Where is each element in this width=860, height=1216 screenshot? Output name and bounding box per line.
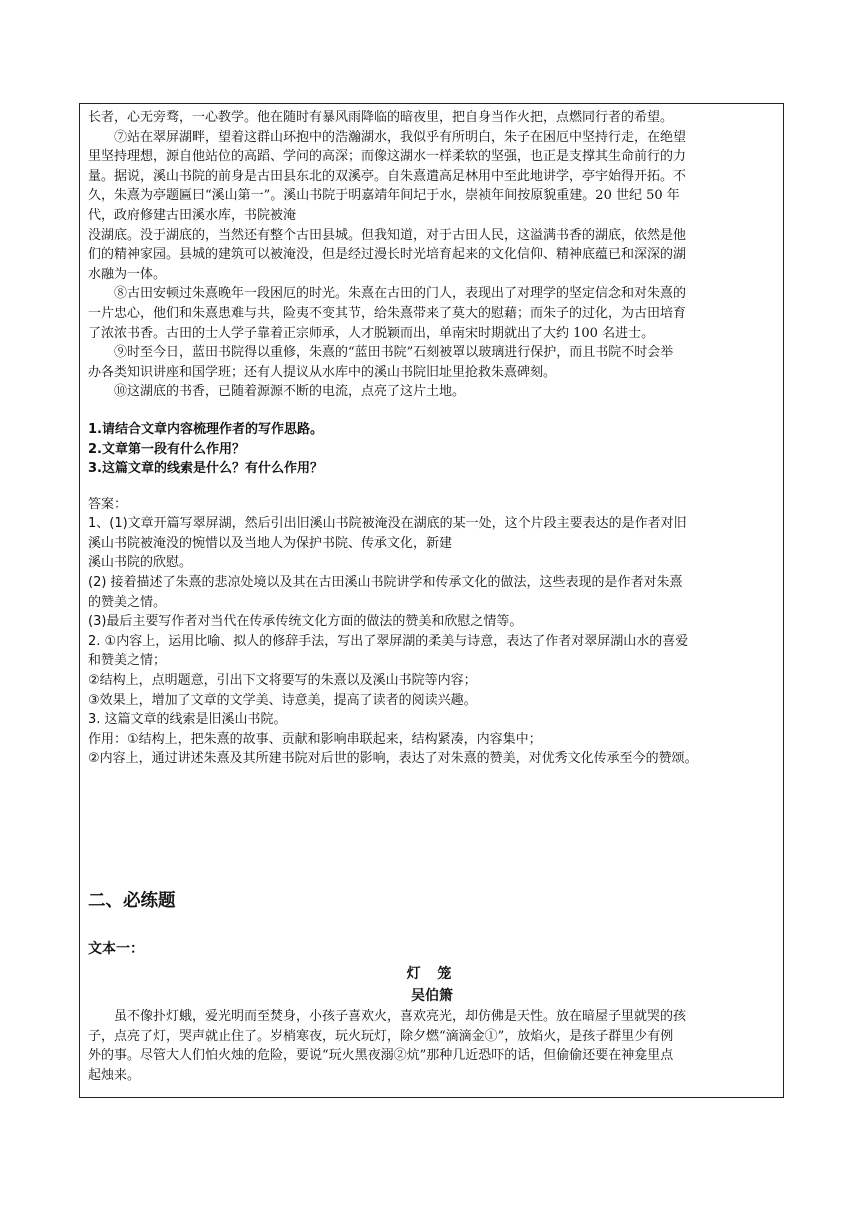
article-line: ⑩这湖底的书香，已随着源源不断的电流，点亮了这片土地。 xyxy=(114,384,466,400)
essay-line: 虽不像扑灯蛾，爱光明而至焚身，小孩子喜欢火，喜欢亮光，却仿佛是天性。放在暗屋子里就哭的孩 xyxy=(114,1009,687,1024)
article-line: 长者，心无旁骛，一心教学。他在随时有暴风雨降临的暗夜里，把自身当作火把，点燃同行者的希望。 xyxy=(88,110,674,125)
article-line: 久，朱熹为亭题匾曰“溪山第一”。溪山书院于明嘉靖年间圮于水，崇祯年间按原貌重建。20 世纪 50 年 xyxy=(88,188,680,204)
article-line: 里坚持理想，源自他站位的高蹈、学问的高深；而像这湖水一样柔软的坚强，也正是支撑其生命前行的力 xyxy=(88,149,687,165)
article-line: 了浓浓书香。古田的士人学子靠着正宗师承，人才脱颖而出，单南宋时期就出了大约 100 名进士。 xyxy=(88,325,655,341)
answer-line: ③效果上，增加了文章的文学美、诗意美，提高了读者的阅读兴趣。 xyxy=(88,692,477,708)
text-label: 文本一： xyxy=(88,941,144,957)
answer-line: 溪山书院被淹没的惋惜以及当地人为保护书院、传承文化，新建 xyxy=(88,535,453,551)
answer-line: (2) 接着描述了朱熹的悲凉处境以及其在古田溪山书院讲学和传承文化的做法，这些表现的是作者对朱熹 xyxy=(88,575,683,591)
answer-line: 的赞美之情。 xyxy=(88,594,167,610)
essay-line: 起烛来。 xyxy=(88,1067,141,1083)
article-line: 水融为一体。 xyxy=(88,266,167,282)
essay-line: 外的事。尽管大人们怕火烛的危险，要说“玩火黑夜溺②炕”那种几近恐吓的话，但偷偷还要在神龛里点 xyxy=(88,1048,674,1064)
section-title: 二、必练题 xyxy=(88,891,176,911)
answer-line: (3)最后主要写作者对当代在传承传统文化方面的做法的赞美和欣慰之情等。 xyxy=(88,614,523,630)
article-line: ⑧古田安顿过朱熹晚年一段困厄的时光。朱熹在古田的门人，表现出了对理学的坚定信念和对朱熹的 xyxy=(114,286,687,302)
essay-body xyxy=(88,1007,776,1085)
answer-block xyxy=(88,495,776,769)
article-line: 量。据说，溪山书院的前身是古田县东北的双溪亭。自朱熹遣高足林用中至此地讲学，亭宇始得开拓。不 xyxy=(88,168,687,184)
article-line: ⑨时至今日，蓝田书院得以重修，朱熹的“蓝田书院”石刻被罩以玻璃进行保护，而且书院不时会举 xyxy=(114,345,674,361)
answer-line: 3. 这篇文章的线索是旧溪山书院。 xyxy=(88,712,287,728)
article-line: ⑦站在翠屏湖畔，望着这群山环抱中的浩瀚湖水，我似乎有所明白，朱子在困厄中坚持行走，在绝望 xyxy=(114,129,687,145)
answer-line: 和赞美之情； xyxy=(88,653,167,669)
article-line: 代，政府修建古田溪水库，书院被淹 xyxy=(88,207,297,223)
answer-line: 1、(1)文章开篇写翠屏湖，然后引出旧溪山书院被淹没在湖底的某一处，这个片段主要表达的是作者对旧 xyxy=(88,516,687,532)
article-line: 没湖底。没于湖底的，当然还有整个古田县城。但我知道，对于古田人民，这溢满书香的湖底，依然是他 xyxy=(88,227,687,243)
answer-line: 2. ①内容上，运用比喻、拟人的修辞手法，写出了翠屏湖的柔美与诗意，表达了作者对翠屏湖山水的喜爱 xyxy=(88,633,689,649)
question-item: 2.文章第一段有什么作用？ xyxy=(88,441,245,457)
article-line: 们的精神家园。县城的建筑可以被淹没，但是经过漫长时光培育起来的文化信仰、精神底蕴已和深深的湖 xyxy=(88,247,687,263)
question-item: 1.请结合文章内容梳理作者的写作思路。 xyxy=(88,421,323,437)
answer-line: ②结构上，点明题意，引出下文将要写的朱熹以及溪山书院等内容； xyxy=(88,673,477,689)
article-body xyxy=(88,108,776,402)
article-line: 办各类知识讲座和国学班；还有人提议从水库中的溪山书院旧址里抢救朱熹碑刻。 xyxy=(88,364,557,380)
answer-label: 答案： xyxy=(88,496,128,512)
document-frame xyxy=(79,103,784,1098)
article-line: 一片忠心，他们和朱熹患难与共，险夷不变其节，给朱熹带来了莫大的慰藉；而朱子的过化，为古田培育 xyxy=(88,305,687,321)
answer-line: 溪山书院的欣慰。 xyxy=(88,555,193,571)
answer-line: ②内容上，通过讲述朱熹及其所建书院对后世的影响，表达了对朱熹的赞美，对优秀文化传承至今的赞颂。 xyxy=(88,751,698,767)
question-item: 3.这篇文章的线索是什么？有什么作用？ xyxy=(88,461,323,477)
essay-author: 吴伯箫 xyxy=(411,988,453,1004)
answer-line: 作用：①结构上，把朱熹的故事、贡献和影响串联起来，结构紧凑，内容集中； xyxy=(88,731,542,747)
essay-line: 子，点亮了灯，哭声就止住了。岁梢寒夜，玩火玩灯，除夕燃“滴滴金①”，放焰火，是孩子群里少有例 xyxy=(88,1028,674,1044)
essay-title: 灯 笼 xyxy=(406,966,458,982)
question-list xyxy=(88,420,776,479)
